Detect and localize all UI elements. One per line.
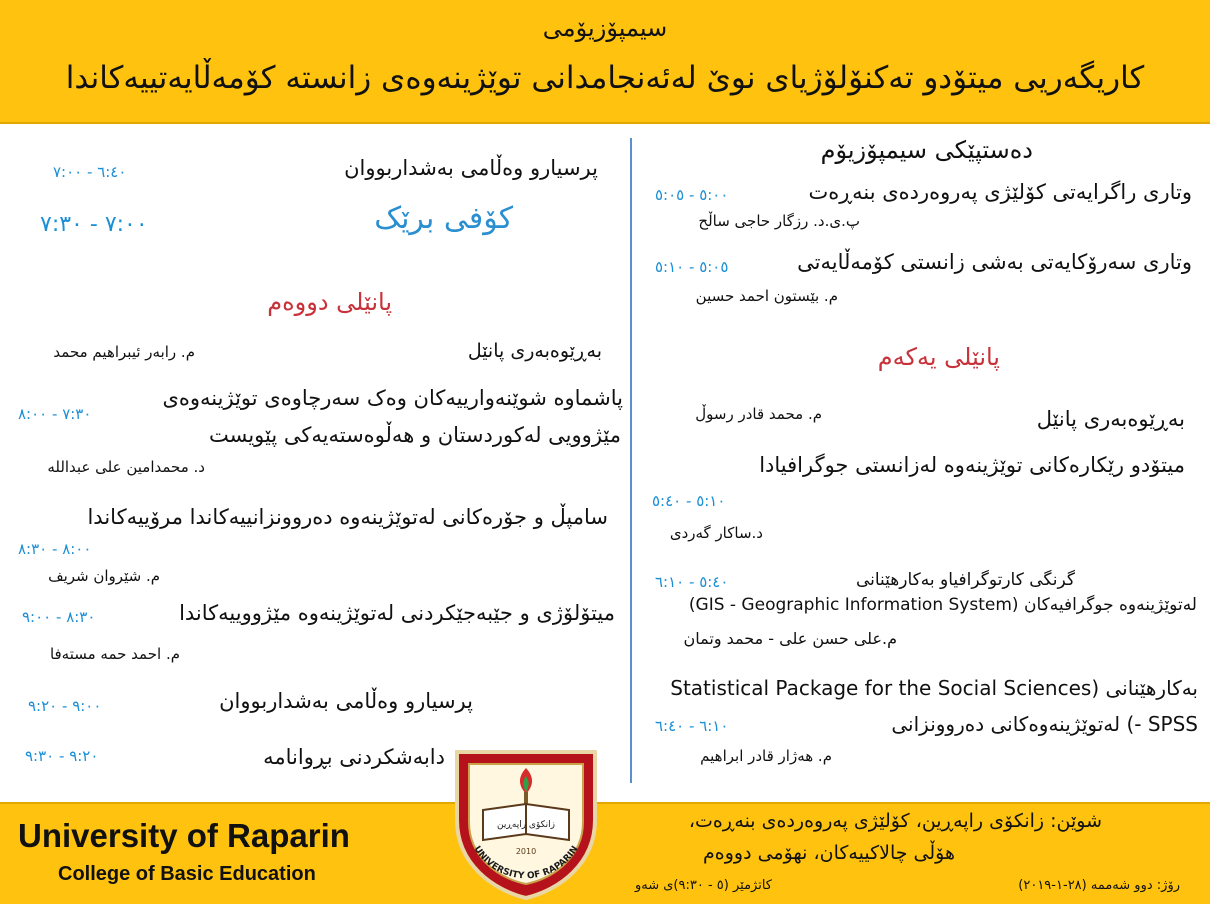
symposium-title: کاریگەریی میتۆدو تەکنۆلۆژیای نوێ لەئەنجامدانی توێژینەوەی زانستە کۆمەڵایەتییەکاندا (65, 60, 1145, 96)
panel-two-chair-label: بەڕێوەبەری پانێل (467, 340, 602, 362)
panel-two-title: پانێلی دووەم (267, 288, 392, 316)
event-time: کاتژمێر (٥ - ٩:٣٠)ی شەو (634, 878, 772, 893)
certificates-title: دابەشکردنی بڕوانامە (263, 745, 445, 769)
panel-two-talk-title-line2: مێژوویی لەکوردستان و هەڵوەستەیەکی پێویست (208, 423, 621, 447)
panel-two-chair-name: م. رابەر ئیبراهیم محمد (53, 343, 195, 361)
panel-two-talk-time: ٨:٣٠ - ٩:٠٠ (22, 608, 96, 626)
university-seal (447, 742, 605, 900)
location-line-2: هۆڵی چالاکییەکان، نهۆمی دووەم (703, 842, 955, 864)
coffee-break-title: کۆفی برێک (374, 201, 513, 236)
opening-talk-speaker: پ.ی.د. رزگار حاجی ساڵح (698, 212, 860, 230)
opening-talk-title: وتاری سەرۆکایەتی بەشی زانستی کۆمەڵایەتی (797, 250, 1192, 274)
panel-one-talk-title: بەکارهێنانی (Statistical Package for the Social Sciences (670, 676, 1198, 700)
panel-one-title: پانێلی یەکەم (877, 343, 1000, 371)
panel-one-talk-title: گرنگی کارتوگرافیاو بەکارهێنانی (855, 570, 1075, 590)
qa-one-time: ٦:٤٠ - ٧:٠٠ (53, 163, 127, 181)
opening-talk-title: وتاری راگرایەتی کۆلێژی پەروەردەی بنەڕەت (808, 180, 1192, 204)
panel-one-talk-speaker: م. هەژار قادر ابراهیم (700, 747, 832, 765)
university-name: University of Raparin (18, 817, 350, 854)
panel-two-talk-time: ٧:٣٠ - ٨:٠٠ (18, 405, 92, 423)
seal-year: 2010 (515, 847, 537, 856)
panel-one-talk-time: ٥:١٠ - ٥:٤٠ (652, 492, 726, 510)
event-date: رۆژ: دوو شەممە (٢٨-١-٢٠١٩) (1018, 878, 1180, 893)
panel-two-talk-time: ٨:٠٠ - ٨:٣٠ (18, 540, 92, 558)
panel-one-talk-speaker: د.ساکار گەردی (669, 524, 763, 542)
opening-talk-time: ٥:٠٥ - ٥:١٠ (655, 258, 729, 276)
college-name: College of Basic Education (58, 863, 316, 885)
panel-one-talk-time: ٥:٤٠ - ٦:١٠ (655, 573, 729, 591)
opening-talk-time: ٥:٠٠ - ٥:٠٥ (655, 186, 729, 204)
panel-two-talk-speaker: د. محمدامین علی عبدالله (47, 458, 205, 476)
panel-one-talk-title-line2: لەتوێژینەوە جوگرافیەکان (GIS - Geographic Information System) (688, 595, 1197, 615)
seal-ring-text: UNIVERSITY OF RAPARIN (471, 844, 581, 882)
location-line-1: شوێن: زانکۆی راپەڕین، کۆلێژی پەروەردەی بنەڕەت، (688, 810, 1102, 832)
panel-one-talk-time: ٦:١٠ - ٦:٤٠ (655, 717, 729, 735)
qa-one-title: پرسیارو وەڵامی بەشداربووان (344, 156, 598, 180)
opening-talk-speaker: م. بێستون احمد حسین (695, 287, 838, 305)
seal-arabic-name: زانكۆی راپەڕین (497, 820, 555, 830)
panel-two-talk-speaker: م. احمد حمە مستەفا (49, 645, 180, 663)
panel-one-chair-name: م. محمد قادر رسوڵ (695, 405, 822, 423)
qa-two-time: ٩:٠٠ - ٩:٢٠ (28, 697, 102, 715)
panel-one-chair-label: بەڕێوەبەری پانێل (1036, 407, 1185, 431)
panel-two-talk-title: پاشماوە شوێنەوارییەکان وەک سەرچاوەی توێژینەوەی (162, 386, 623, 410)
panel-two-talk-title: سامپڵ و جۆرەکانی لەتوێژینەوە دەروونزانییەکاندا مرۆییەکاندا (87, 505, 608, 529)
symposium-label: سیمپۆزیۆمی (542, 14, 668, 42)
coffee-break-time: ٧:٠٠ - ٧:٣٠ (40, 212, 148, 237)
qa-two-title: پرسیارو وەڵامی بەشداربووان (219, 689, 473, 713)
panel-two-talk-title: میتۆلۆژی و جێبەجێکردنی لەتوێژینەوە مێژووییەکاندا (179, 601, 615, 625)
panel-one-talk-title-line2: SPSS -) لەتوێژینەوەکانی دەروونزانی (891, 712, 1198, 736)
panel-one-talk-speaker: م.علی حسن علی - محمد وتمان (683, 629, 897, 648)
certificates-time: ٩:٢٠ - ٩:٣٠ (25, 747, 99, 765)
column-divider (630, 138, 632, 783)
opening-title: دەستپێکی سیمپۆزیۆم (820, 136, 1033, 164)
panel-two-talk-speaker: م. شێروان شریف (48, 567, 160, 585)
panel-one-talk-title: میتۆدو رێکارەکانی توێژینەوە لەزانستی جوگرافیادا (759, 453, 1185, 477)
